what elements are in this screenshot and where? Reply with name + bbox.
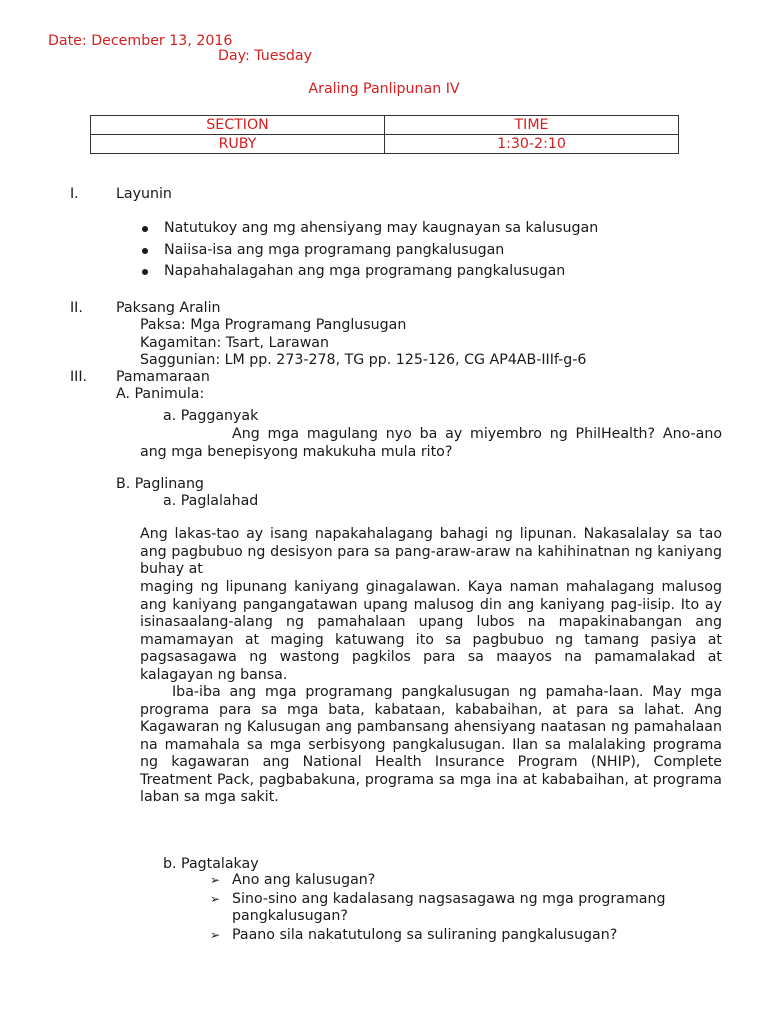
arrow-bullet-icon: ➢ — [210, 927, 221, 942]
table-header-cell: SECTION — [91, 116, 385, 135]
table-cell: RUBY — [91, 135, 385, 154]
table-row — [91, 135, 679, 154]
section-heading: Paksang Aralin — [116, 300, 221, 316]
question-text: Paano sila nakatutulong sa suliraning pangkalusugan? — [232, 926, 618, 943]
list-item: Napahahalagahan ang mga programang pangkalusugan — [140, 261, 598, 283]
list-item — [210, 891, 725, 926]
list-item: Naiisa-isa ang mga programang pangkalusugan — [140, 240, 598, 262]
question-text: Ano ang kalusugan? — [232, 872, 376, 888]
subject-title: Araling Panlipunan IV — [308, 81, 460, 97]
part-b-sub-heading-b: b. Pagtalakay — [163, 856, 259, 872]
paragraph: Ang lakas-tao ay isang napakahalagang bahagi ng lipunan. Nakasalalay sa tao ang pagbubuo ng desisyon para sa pang-araw-araw na kahihinatnan ng kaniyang buhay at — [140, 526, 722, 577]
paragraph: maging ng lipunang kaniyang ginagalawan. Kaya naman mahalagang malusog ang kaniyang pangangatawan upang malusog din ang kaniyang pag-iisip. Ito ay isinasaalang-alang ng pamahalaan upang lubos na mapakinabangan ang mamamayan at maging katuwang ito sa pagbubuo ng tamang pasiya at pagsasagawa ng wastong pagkilos para sa maayos na pamamalakad at kalagayan ng bansa. — [140, 579, 722, 683]
arrow-bullet-icon: ➢ — [210, 891, 221, 906]
schedule-table — [90, 115, 679, 154]
table-header-row — [91, 116, 679, 135]
list-item — [210, 927, 725, 945]
objectives-list — [140, 218, 598, 283]
section-numeral: II. — [70, 300, 83, 316]
part-a-heading: A. Panimula: — [116, 386, 205, 402]
list-item — [210, 872, 725, 890]
list-item: Natutukoy ang mg ahensiyang may kaugnayan sa kalusugan — [140, 218, 598, 240]
topic-details — [140, 317, 586, 370]
part-b-sub-heading: a. Paglalahad — [163, 493, 259, 509]
table-cell: 1:30-2:10 — [385, 135, 679, 154]
section-heading: Layunin — [116, 186, 172, 202]
materials-line: Kagamitan: Tsart, Larawan — [140, 334, 329, 351]
question-text: Sino-sino ang kadalasang nagsasagawa ng mga programang pangkalusugan? — [232, 890, 666, 924]
part-a-sub-heading: a. Pagganyak — [163, 408, 259, 424]
section-numeral: I. — [70, 186, 79, 202]
table-header-cell: TIME — [385, 116, 679, 135]
topic-line: Paksa: Mga Programang Panglusugan — [140, 317, 407, 333]
paragraph: Iba-iba ang mga programang pangkalusugan ng pamaha-laan. May mga programa para sa mga bata, kabataan, kababaihan, at para sa lahat. Ang Kagawaran ng Kalusugan ang pambansang ahensiyang naatasan ng pamahalaan na mamahala sa mga serbisyong pangkalusugan. Ilan sa malalaking programa ng kagawaran ang National Health Insurance Program (NHIP), Complete Treatment Pack, pagbabakuna, programa sa mga ina at kababaihan, at programa laban sa mga sakit. — [140, 684, 722, 805]
day-label: Day: Tuesday — [218, 48, 312, 64]
date-label: Date: December 13, 2016 — [48, 33, 233, 49]
discussion-questions — [210, 872, 725, 945]
references-line: Saggunian: LM pp. 273-278, TG pp. 125-126, CG AP4AB-IIIf-g-6 — [140, 352, 587, 368]
arrow-bullet-icon: ➢ — [210, 873, 221, 887]
part-b-heading: B. Paglinang — [116, 476, 204, 492]
section-heading: Pamamaraan — [116, 369, 210, 385]
motivation-question: Ang mga magulang nyo ba ay miyembro ng PhilHealth? Ano-ano ang mga benepisyong makukuha mula rito? — [140, 426, 722, 460]
section-numeral: III. — [70, 369, 88, 385]
